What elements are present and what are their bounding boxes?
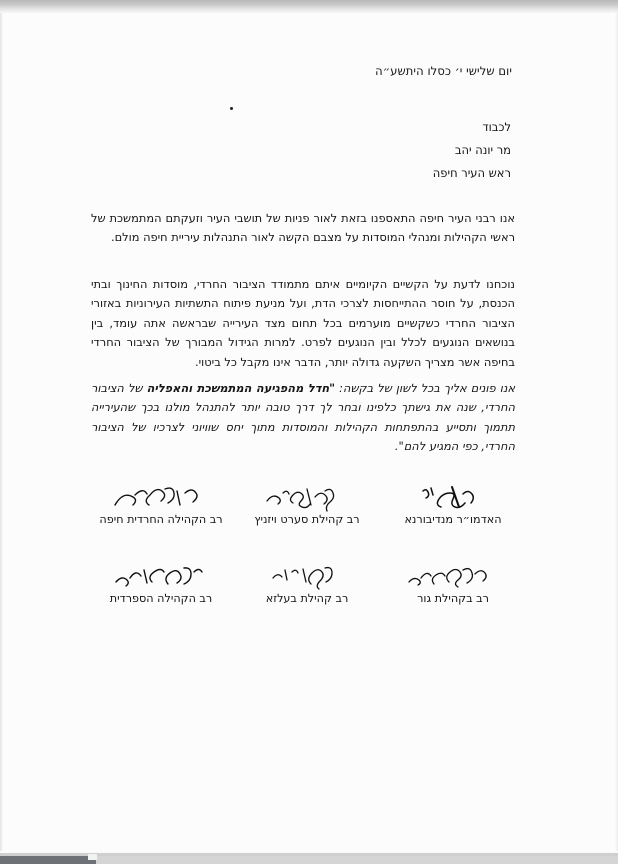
scrollbar-thumb[interactable] <box>0 856 96 864</box>
horizontal-scrollbar[interactable] <box>0 853 618 864</box>
signature-cell-haifa-haredi-rav <box>91 483 231 526</box>
signature-caption: רב הקהילה החרדית חיפה <box>99 513 223 526</box>
signature-cell-sephardi <box>91 562 231 605</box>
addressee-title: ראש העיר חיפה <box>432 166 511 180</box>
signature-row-1 <box>91 483 523 526</box>
addressee-name: מר יונה יהב <box>454 143 511 157</box>
signature-cell-seret-vizhnitz <box>237 483 377 526</box>
paragraph-1-container <box>91 209 515 248</box>
scan-top-shade <box>0 0 618 13</box>
paragraph-1: אנו רבני העיר חיפה התאספנו בזאת לאור פניות של תושבי העיר וזעקתם המתמשכת של ראשי הקהילות ומנהלי המוסדות על מצבם הקשה לאור התנהלות עיריית חיפה מולם. <box>91 211 515 245</box>
signature-cell-belz <box>237 562 377 605</box>
paragraph-2: נוכחנו לדעת על הקשיים הקיומיים איתם מתמודד הציבור החרדי, מוסדות החינוך ובתי הכנסת, על חוסר ההתייחסות לצרכי הדת, ועל מניעת פיתוח התשתיות העירוניות באזורי הציבור החרדי כשקשיים מוערמים בכל תחום מצד העירייה שבראשה אתה עומד, בין בנושאים הנוגעים לכלל ובין הנוגעים לפרט. למרות הגידול המבורך של הציבור החרדי בחיפה אשר מצריך השקעה גדולה יותר, הדבר אינו מקבל כל ביטוי. <box>91 277 515 369</box>
addressee-block <box>433 116 511 185</box>
handwritten-signature-icon <box>91 483 231 513</box>
paragraph-3-rest: את גישתך כלפינו ובחר לך דרך טובה יותר להתנהל מולנו בכך שהעירייה תתמוך ותסייע בהתפתחות הקהילות והמוסדות מתוך יחס שוויוני לצרכיו של הציבור החרדי, כפי המגיע להם". <box>91 400 515 454</box>
addressee-salutation: לכבוד <box>482 120 511 134</box>
signature-cell-admor-nadvorna <box>383 483 523 526</box>
letter-page <box>3 13 615 851</box>
date-line: יום שלישי י׳ כסלו היתשע״ה <box>375 64 512 78</box>
paragraph-2-container <box>91 275 515 372</box>
handwritten-signature-icon <box>383 483 523 513</box>
scrollbar-resize-nub[interactable] <box>88 854 97 860</box>
handwritten-signature-icon <box>237 483 377 513</box>
paragraph-3-container <box>91 379 515 457</box>
signature-caption: רב קהילת סערט ויזניץ <box>254 513 360 526</box>
paragraph-3-emphasis: שנה <box>455 400 476 415</box>
paragraph-3-quote-open: "חדל מהפגיעה המתמשכת והאפליה <box>146 381 336 395</box>
signature-caption: רב הקהילה הספרדית <box>109 592 213 605</box>
paragraph-3 <box>91 379 515 457</box>
signature-caption: רב קהילת בעלזא <box>265 592 349 605</box>
signature-cell-ger <box>383 562 523 605</box>
signature-row-2 <box>91 562 523 605</box>
handwritten-signature-icon <box>91 562 231 592</box>
signature-caption: האדמו״ר מנדיבורנא <box>404 513 502 526</box>
signature-caption: רב בקהילת גור <box>417 592 489 605</box>
paragraph-3-prefix: אנו פונים אליך בכל לשון של בקשה: <box>335 381 516 395</box>
paragraph-3-mid: של הציבור החרדי, <box>91 381 515 415</box>
signature-grid <box>91 483 523 641</box>
handwritten-signature-icon <box>237 562 377 592</box>
scan-artifact-dot <box>230 107 233 110</box>
handwritten-signature-icon <box>383 562 523 592</box>
